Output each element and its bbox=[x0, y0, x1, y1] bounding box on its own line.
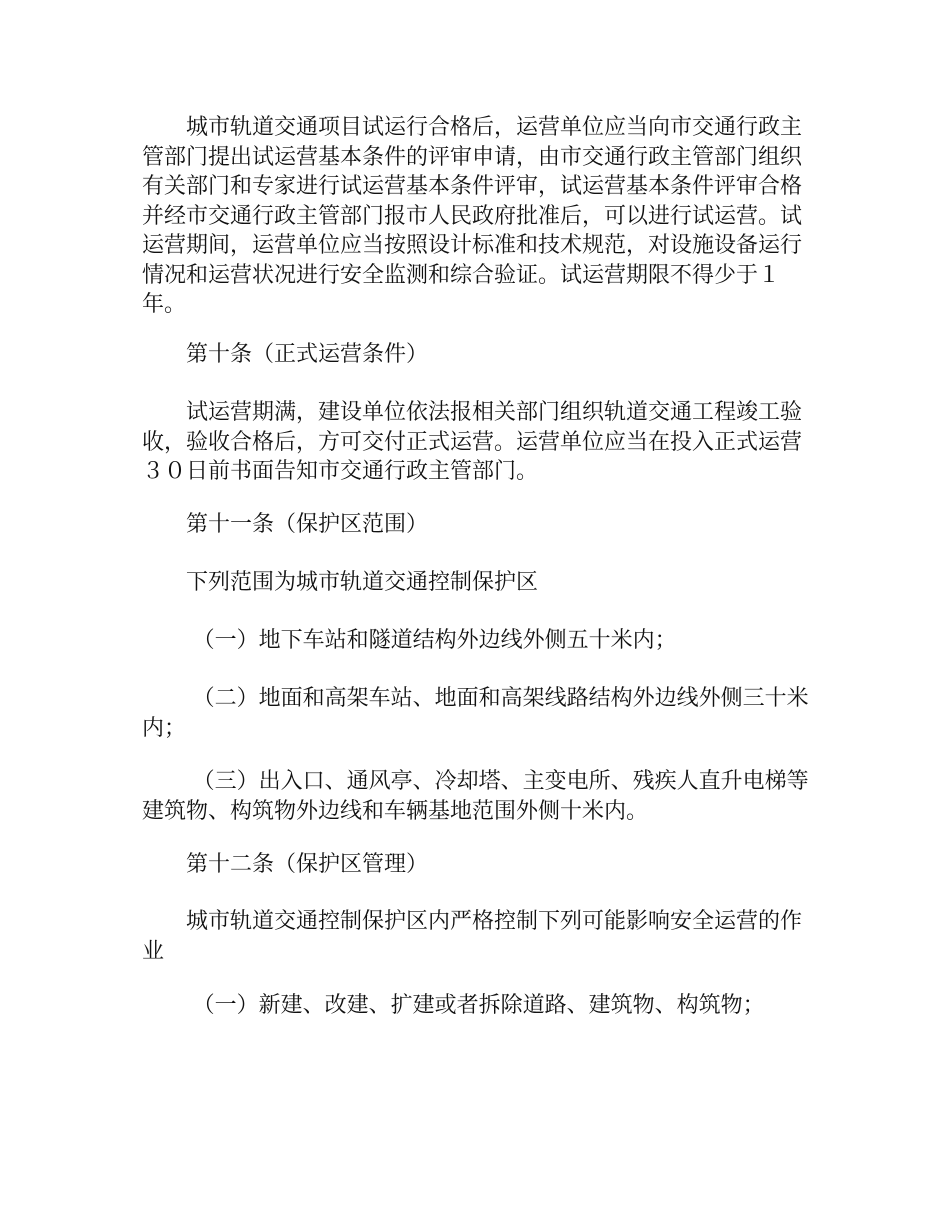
paragraph-protection-zone-intro: 下列范围为城市轨道交通控制保护区 bbox=[186, 570, 539, 595]
heading-article-11: 第十一条（保护区范围） bbox=[186, 512, 429, 537]
heading-article-12: 第十二条（保护区管理） bbox=[186, 852, 429, 877]
paragraph-zone-management: 城市轨道交通控制保护区内严格控制下列可能影响安全运营的作业 bbox=[142, 909, 803, 964]
list-item-zone-3: （三）出入口、通风亭、冷却塔、主变电所、残疾人直升电梯等建筑物、构筑物外边线和车辆基地范围外侧十米内。 bbox=[142, 769, 809, 824]
list-item-zone-1: （一）地下车站和隧道结构外边线外侧五十米内； bbox=[192, 628, 677, 653]
list-item-zone-2: （二）地面和高架车站、地面和高架线路结构外边线外侧三十米内； bbox=[142, 686, 809, 741]
paragraph-formal-operation: 试运营期满，建设单位依法报相关部门组织轨道交通工程竣工验收，验收合格后，方可交付正式运营。运营单位应当在投入正式运营３０日前书面告知市交通行政主管部门。 bbox=[142, 400, 803, 484]
list-item-control-1: （一）新建、改建、扩建或者拆除道路、建筑物、构筑物； bbox=[192, 993, 765, 1018]
heading-article-10: 第十条（正式运营条件） bbox=[186, 342, 429, 367]
paragraph-trial-operation: 城市轨道交通项目试运行合格后，运营单位应当向市交通行政主管部门提出试运营基本条件的评审申请，由市交通行政主管部门组织有关部门和专家进行试运营基本条件评审，试运营基本条件评审合格并经市交通行政主管部门报市人民政府批准后，可以进行试运营。试运营期间，运营单位应当按照设计标准和技术规范，对设施设备运行情况和运营状况进行安全监测和综合验证。试运营期限不得少于１年。 bbox=[142, 115, 803, 317]
